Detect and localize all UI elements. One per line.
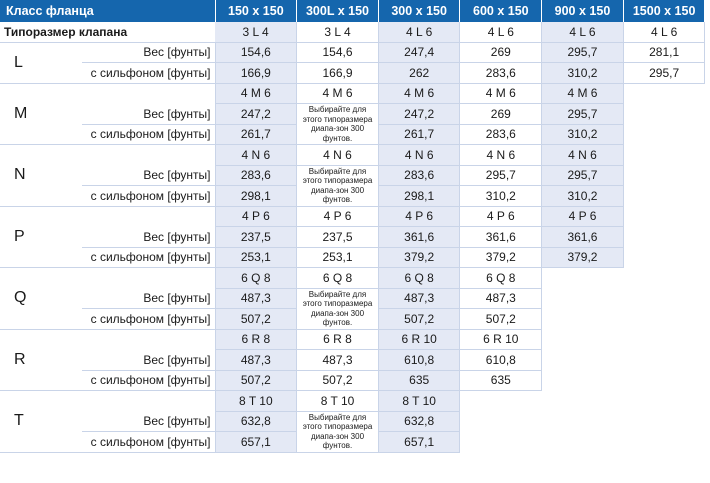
table-cell: 6 R 8: [297, 329, 379, 350]
group-q-sizes-row: [0, 268, 705, 289]
table-cell: 507,2: [297, 370, 379, 391]
row-label-empty: [82, 391, 215, 412]
table-cell: 4 M 6: [542, 83, 624, 104]
table-cell: 361,6: [378, 227, 460, 248]
empty-cell: [623, 288, 705, 309]
table-cell: 6 Q 8: [215, 268, 297, 289]
table-cell: 310,2: [460, 186, 542, 207]
table-cell: 298,1: [378, 186, 460, 207]
table-cell: 6 R 8: [215, 329, 297, 350]
table-cell: 261,7: [215, 124, 297, 145]
bellows-label: с сильфоном [фунты]: [82, 370, 215, 391]
table-cell: 4 M 6: [460, 83, 542, 104]
range-note: Выбирайте для этого типоразмера диапа-зон 300 фунтов.: [297, 165, 379, 206]
table-cell: 237,5: [215, 227, 297, 248]
bellows-label: с сильфоном [фунты]: [82, 247, 215, 268]
group-p-weight-row: [0, 227, 705, 248]
empty-cell: [623, 145, 705, 166]
bellows-label: с сильфоном [фунты]: [82, 309, 215, 330]
column-header: 150 x 150: [215, 0, 297, 22]
table-cell: 507,2: [215, 370, 297, 391]
table-cell: 262: [378, 63, 460, 84]
table-cell: 295,7: [542, 42, 624, 63]
empty-cell: [623, 186, 705, 207]
empty-cell: [623, 165, 705, 186]
table-cell: 269: [460, 104, 542, 125]
table-cell: 4 L 6: [542, 22, 624, 42]
table-cell: 487,3: [215, 350, 297, 371]
table-cell: 6 Q 8: [297, 268, 379, 289]
table-cell: 247,4: [378, 42, 460, 63]
group-m-weight-row: [0, 104, 705, 125]
table-cell: 610,8: [460, 350, 542, 371]
bellows-label: с сильфоном [фунты]: [82, 186, 215, 207]
table-cell: 295,7: [460, 165, 542, 186]
empty-cell: [542, 391, 624, 412]
table-cell: 635: [460, 370, 542, 391]
bellows-label: с сильфоном [фунты]: [82, 432, 215, 453]
empty-cell: [460, 391, 542, 412]
empty-cell: [542, 411, 624, 432]
table-cell: 361,6: [460, 227, 542, 248]
table-cell: 295,7: [542, 165, 624, 186]
group-m-sizes-row: [0, 83, 705, 104]
bellows-label: с сильфоном [фунты]: [82, 124, 215, 145]
table-cell: 261,7: [378, 124, 460, 145]
table-cell: 154,6: [215, 42, 297, 63]
weight-label: Вес [фунты]: [82, 350, 215, 371]
table-cell: 283,6: [460, 124, 542, 145]
group-q-weight-row: [0, 288, 705, 309]
table-cell: 4 N 6: [460, 145, 542, 166]
group-r-bellows-row: [0, 370, 705, 391]
table-cell: 281,1: [623, 42, 705, 63]
empty-cell: [623, 350, 705, 371]
size-letter: N: [0, 145, 82, 207]
table-cell: 4 P 6: [215, 206, 297, 227]
empty-cell: [623, 411, 705, 432]
table-cell: 295,7: [623, 63, 705, 84]
weight-label: Вес [фунты]: [82, 227, 215, 248]
table-cell: 310,2: [542, 186, 624, 207]
table-cell: 361,6: [542, 227, 624, 248]
table-cell: 166,9: [215, 63, 297, 84]
group-n-sizes-row: [0, 145, 705, 166]
group-t-sizes-row: [0, 391, 705, 412]
table-cell: 4 P 6: [378, 206, 460, 227]
empty-cell: [542, 268, 624, 289]
weight-label: Вес [фунты]: [82, 104, 215, 125]
empty-cell: [542, 309, 624, 330]
empty-cell: [623, 247, 705, 268]
group-r-sizes-row: [0, 329, 705, 350]
table-cell: 283,6: [378, 165, 460, 186]
table-cell: 657,1: [215, 432, 297, 453]
empty-cell: [623, 432, 705, 453]
bellows-label: с сильфоном [фунты]: [82, 63, 215, 84]
table-cell: 4 N 6: [215, 145, 297, 166]
size-letter: Q: [0, 268, 82, 330]
table-cell: 4 N 6: [297, 145, 379, 166]
group-t-weight-row: [0, 411, 705, 432]
table-cell: 610,8: [378, 350, 460, 371]
table-cell: 487,3: [460, 288, 542, 309]
weight-label: Вес [фунты]: [82, 42, 215, 63]
group-n-weight-row: [0, 165, 705, 186]
weight-label: Вес [фунты]: [82, 165, 215, 186]
weight-label: Вес [фунты]: [82, 411, 215, 432]
table-cell: 4 L 6: [378, 22, 460, 42]
empty-cell: [623, 329, 705, 350]
group-l-bellows-row: [0, 63, 705, 84]
size-letter: M: [0, 83, 82, 145]
empty-cell: [460, 432, 542, 453]
table-cell: 8 T 10: [378, 391, 460, 412]
column-header: 900 x 150: [542, 0, 624, 22]
table-cell: 247,2: [215, 104, 297, 125]
table-cell: 269: [460, 42, 542, 63]
empty-cell: [623, 268, 705, 289]
size-letter: R: [0, 329, 82, 391]
table-cell: 4 P 6: [297, 206, 379, 227]
weight-label: Вес [фунты]: [82, 288, 215, 309]
table-cell: 310,2: [542, 124, 624, 145]
empty-cell: [542, 432, 624, 453]
table-cell: 166,9: [297, 63, 379, 84]
empty-cell: [623, 227, 705, 248]
table-cell: 4 P 6: [460, 206, 542, 227]
table-cell: 8 T 10: [215, 391, 297, 412]
table-cell: 507,2: [215, 309, 297, 330]
table-cell: 253,1: [297, 247, 379, 268]
group-r-weight-row: [0, 350, 705, 371]
empty-cell: [542, 288, 624, 309]
valve-size-row: [0, 22, 705, 42]
table-cell: 283,6: [215, 165, 297, 186]
empty-cell: [460, 411, 542, 432]
table-cell: 3 L 4: [215, 22, 297, 42]
column-header: 300 x 150: [378, 0, 460, 22]
row-label-empty: [82, 329, 215, 350]
table-cell: 379,2: [542, 247, 624, 268]
size-letter: P: [0, 206, 82, 268]
table-cell: 4 L 6: [460, 22, 542, 42]
table-cell: 507,2: [460, 309, 542, 330]
valve-size-label: Типоразмер клапана: [0, 22, 215, 42]
table-cell: 379,2: [460, 247, 542, 268]
row-label-empty: [82, 83, 215, 104]
table-cell: 6 R 10: [378, 329, 460, 350]
empty-cell: [623, 309, 705, 330]
range-note: Выбирайте для этого типоразмера диапа-зон 300 фунтов.: [297, 411, 379, 452]
table-cell: 4 M 6: [215, 83, 297, 104]
empty-cell: [623, 370, 705, 391]
table-cell: 4 P 6: [542, 206, 624, 227]
table-cell: 4 N 6: [542, 145, 624, 166]
header-row: [0, 0, 705, 22]
column-header: 1500 x 150: [623, 0, 705, 22]
table-cell: 657,1: [378, 432, 460, 453]
row-label-empty: [82, 268, 215, 289]
empty-cell: [542, 370, 624, 391]
table-cell: 295,7: [542, 104, 624, 125]
table-cell: 6 Q 8: [378, 268, 460, 289]
table-cell: 4 M 6: [297, 83, 379, 104]
column-header: 600 x 150: [460, 0, 542, 22]
group-l-weight-row: [0, 42, 705, 63]
empty-cell: [623, 206, 705, 227]
table-cell: 310,2: [542, 63, 624, 84]
table-cell: 632,8: [215, 411, 297, 432]
table-cell: 6 R 10: [460, 329, 542, 350]
row-label-empty: [82, 206, 215, 227]
empty-cell: [623, 391, 705, 412]
range-note: Выбирайте для этого типоразмера диапа-зон 300 фунтов.: [297, 288, 379, 329]
size-letter: T: [0, 391, 82, 453]
table-cell: 253,1: [215, 247, 297, 268]
range-note: Выбирайте для этого типоразмера диапа-зон 300 фунтов.: [297, 104, 379, 145]
table-cell: 298,1: [215, 186, 297, 207]
empty-cell: [542, 329, 624, 350]
empty-cell: [623, 83, 705, 104]
table-cell: 8 T 10: [297, 391, 379, 412]
table-cell: 4 N 6: [378, 145, 460, 166]
table-cell: 487,3: [297, 350, 379, 371]
table-cell: 154,6: [297, 42, 379, 63]
table-cell: 237,5: [297, 227, 379, 248]
table-cell: 6 Q 8: [460, 268, 542, 289]
empty-cell: [623, 104, 705, 125]
group-p-sizes-row: [0, 206, 705, 227]
empty-cell: [623, 124, 705, 145]
table-body: [0, 22, 705, 452]
table-cell: 635: [378, 370, 460, 391]
size-letter: L: [0, 42, 82, 83]
group-p-bellows-row: [0, 247, 705, 268]
table-cell: 379,2: [378, 247, 460, 268]
table-cell: 283,6: [460, 63, 542, 84]
table-cell: 632,8: [378, 411, 460, 432]
table-cell: 3 L 4: [297, 22, 379, 42]
empty-cell: [542, 350, 624, 371]
table-cell: 487,3: [215, 288, 297, 309]
row-label-empty: [82, 145, 215, 166]
flange-class-header: Класс фланца: [0, 0, 215, 22]
table-cell: 487,3: [378, 288, 460, 309]
table-cell: 4 M 6: [378, 83, 460, 104]
column-header: 300L x 150: [297, 0, 379, 22]
table-cell: 507,2: [378, 309, 460, 330]
table-cell: 247,2: [378, 104, 460, 125]
table-cell: 4 L 6: [623, 22, 705, 42]
